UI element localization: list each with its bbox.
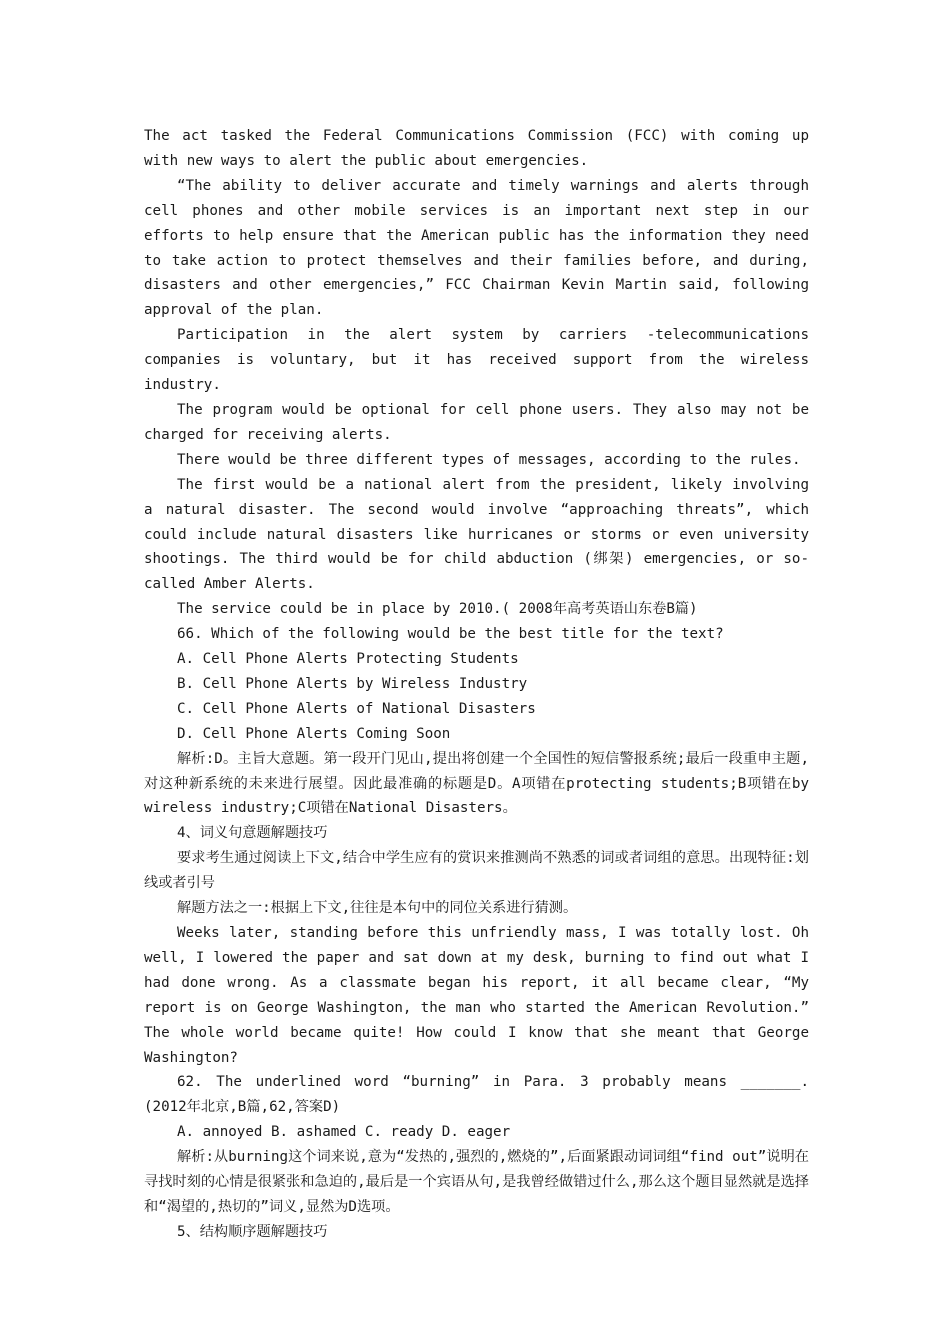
paragraph-service-2010: The service could be in place by 2010.( 2008年高考英语山东卷B篇) (177, 601, 698, 618)
section-4-requirement: 要求考生通过阅读上下文,结合中学生应有的赏识来推测尚不熟悉的词或者词组的意思。出现特征:划线或者引号 (144, 850, 809, 892)
section-heading-4: 4、词义句意题解题技巧 (177, 825, 328, 842)
options-62: A. annoyed B. ashamed C. ready D. eager (177, 1124, 511, 1141)
paragraph-alert-kinds: The first would be a national alert from the president, likely involving a natural disaster. The second would involve “approaching threats”, which could include natural disasters like hurricanes or storms or even university shootings. The third would be for child abduction (绑架) emergencies, or so-called Amber Alerts. (144, 476, 809, 593)
option-66-b: B. Cell Phone Alerts by Wireless Industry (177, 675, 528, 692)
question-66: 66. Which of the following would be the best title for the text? (177, 626, 724, 643)
paragraph-quote-martin: “The ability to deliver accurate and timely warnings and alerts through cell phones and other mobile services is an important next step in our efforts to help ensure that the American public has the information they need to take action to protect themselves and their families before, and during, disasters and other emergencies,” FCC Chairman Kevin Martin said, following approval of the plan. (144, 177, 809, 319)
question-62: 62. The underlined word “burning” in Para. 3 probably means _______. (2012年北京,B篇,62,答案D) (144, 1074, 809, 1116)
paragraph-fcc-act: The act tasked the Federal Communications Commission (FCC) with coming up with new ways to alert the public about emergencies. (144, 128, 809, 169)
option-66-a: A. Cell Phone Alerts Protecting Students (177, 651, 519, 668)
paragraph-participation: Participation in the alert system by carriers -telecommunications companies is voluntary, but it has received support from the wireless industry. (144, 327, 809, 394)
paragraph-message-types: There would be three different types of messages, according to the rules. (177, 451, 801, 468)
option-66-c: C. Cell Phone Alerts of National Disasters (177, 700, 536, 717)
section-4-method-one: 解题方法之一:根据上下文,往往是本句中的同位关系进行猜测。 (177, 900, 578, 917)
document-body (144, 124, 809, 1245)
analysis-62: 解析:从burning这个词来说,意为“发热的,强烈的,燃烧的”,后面紧跟动词词组“find out”说明在寻找时刻的心情是很紧张和急迫的,最后是一个宾语从句,是我曾经做错过什么,那么这个题目显然就是选择和“渴望的,热切的”词义,显然为D选项。 (144, 1149, 809, 1215)
paragraph-george-washington: Weeks later, standing before this unfriendly mass, I was totally lost. Oh well, I lowered the paper and sat down at my desk, burning to find out what I had done wrong. As a classmate began his report, it all became clear, “My report is on George Washington, the man who started the American Revolution.” The whole world became quite! How could I know that she meant that George Washington? (144, 925, 809, 1066)
option-66-d: D. Cell Phone Alerts Coming Soon (177, 725, 451, 742)
analysis-66: 解析:D。主旨大意题。第一段开门见山,提出将创建一个全国性的短信警报系统;最后一段重申主题,对这种新系统的未来进行展望。因此最准确的标题是D。A项错在protecting students;B项错在by wireless industry;C项错在National Disasters。 (144, 750, 809, 817)
section-heading-5: 5、结构顺序题解题技巧 (177, 1223, 328, 1240)
paragraph-program-optional: The program would be optional for cell phone users. They also may not be charged for receiving alerts. (144, 401, 809, 443)
